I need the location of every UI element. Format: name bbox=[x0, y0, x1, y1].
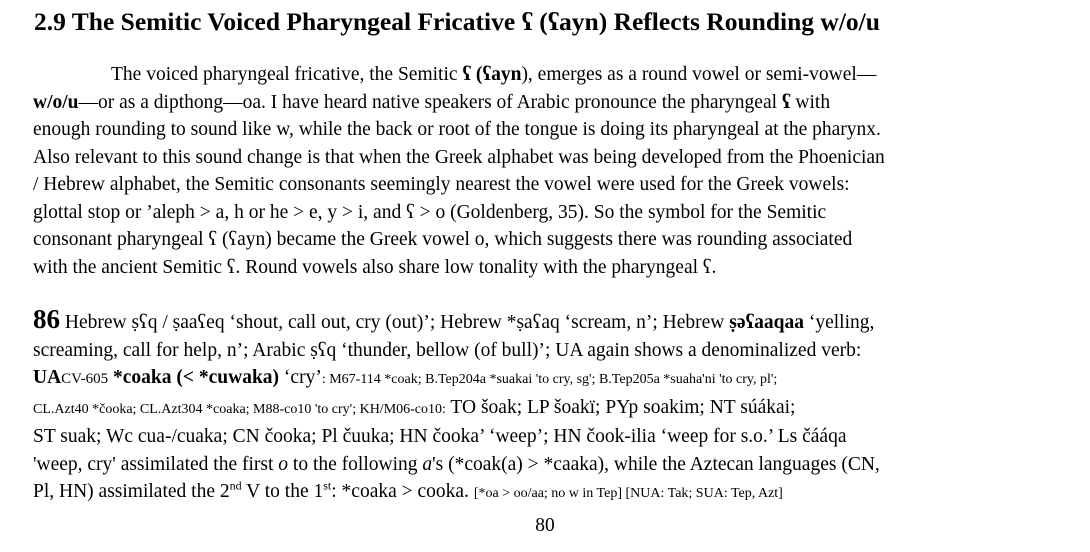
text-line: enough rounding to sound like w, while the back or root of the tongue is doing its pharyngeal at the pharynx. bbox=[33, 119, 881, 140]
entry-number: 86 bbox=[33, 304, 60, 334]
text: : *coaka > cooka. bbox=[331, 481, 474, 502]
term: ṣəʕaaqaa bbox=[729, 312, 804, 333]
text: Hebrew ṣʕq / ṣaaʕeq ‘shout, call out, cry (out)’; Hebrew *ṣaʕaq ‘scream, n’; Hebrew bbox=[60, 312, 730, 333]
text-line: Also relevant to this sound change is that when the Greek alphabet was being developed from the Phoenician bbox=[33, 146, 885, 168]
text: ), emerges as a round vowel or semi-vowel— bbox=[521, 64, 877, 85]
text: 'weep, cry' assimilated the first bbox=[33, 453, 279, 475]
text-line: glottal stop or ’aleph > a, h or he > e, y > i, and ʕ > o (Goldenberg, 35). So the symbol for the Semitic bbox=[33, 201, 827, 223]
text: with bbox=[790, 91, 831, 113]
term: UA bbox=[33, 367, 62, 388]
references: : M67-114 *coak; B.Tep204a *suakai 'to cry, sg'; B.Tep205a *suaha'ni 'to cry, pl'; bbox=[321, 372, 778, 387]
text-line bbox=[33, 89, 1087, 117]
text: —or as a dipthong—oa. I have heard native speakers of Arabic pronounce the pharyngeal bbox=[78, 91, 782, 113]
text-line bbox=[33, 394, 1087, 424]
text-line: / Hebrew alphabet, the Semitic consonants seemingly nearest the vowel were used for the Greek vowels: bbox=[33, 174, 850, 195]
intro-paragraph bbox=[33, 61, 1087, 281]
text: Pl, HN) assimilated the 2 bbox=[33, 481, 230, 502]
set-id: CV-605 bbox=[61, 371, 109, 387]
reconstruction: *coaka (< *cuwaka) bbox=[108, 367, 280, 388]
notes: [*oa > oo/aa; no w in Tep] [NUA: Tak; SUA: Tep, Azt] bbox=[473, 486, 783, 501]
text-line: screaming, call for help, n’; Arabic ṣʕq ‘thunder, bellow (of bull)’; UA again shows a denominalized verb: bbox=[33, 339, 862, 361]
text: 's (*coak(a) > *caaka), while the Aztecan languages (CN, bbox=[432, 453, 880, 475]
gloss: ‘cry’ bbox=[279, 367, 322, 388]
text-line: with the ancient Semitic ʕ. Round vowels also share low tonality with the pharyngeal ʕ. bbox=[33, 256, 717, 278]
text: to the following bbox=[288, 453, 423, 475]
text-line bbox=[33, 61, 1087, 89]
text-line: consonant pharyngeal ʕ (ʕayn) became the Greek vowel o, which suggests there was rounding associated bbox=[33, 229, 853, 250]
page-number: 80 bbox=[535, 515, 555, 536]
text-line bbox=[33, 478, 1087, 508]
text: The voiced pharyngeal fricative, the Semitic bbox=[111, 64, 463, 85]
italic-text: o bbox=[278, 453, 289, 475]
italic-text: a bbox=[422, 453, 433, 475]
text-line bbox=[33, 306, 1087, 337]
references: CL.Azt40 *čooka; CL.Azt304 *coaka; M88-co10 'to cry'; KH/M06-co10: bbox=[33, 401, 446, 417]
text-line: ST suak; Wc cua-/cuaka; CN čooka; Pl čuuka; HN čooka’ ‘weep’; HN čook-ilia ‘weep for s.o.’ Ls čááqa bbox=[33, 426, 847, 447]
text-line bbox=[33, 364, 1087, 394]
text: TO šoak; LP šoakï; PYp soakim; NT súákai; bbox=[445, 396, 796, 418]
term: ʕ bbox=[781, 91, 791, 113]
superscript: nd bbox=[229, 478, 242, 493]
section-heading: 2.9 The Semitic Voiced Pharyngeal Fricative ʕ (ʕayn) Reflects Rounding w/o/u bbox=[34, 7, 880, 36]
term: ʕ (ʕayn bbox=[462, 64, 522, 85]
entry-86 bbox=[33, 306, 1087, 508]
text-line bbox=[33, 451, 1087, 479]
superscript: st bbox=[323, 478, 332, 493]
term: w/o/u bbox=[33, 91, 79, 113]
text: V to the 1 bbox=[241, 481, 324, 502]
text: ‘yelling, bbox=[803, 312, 875, 333]
